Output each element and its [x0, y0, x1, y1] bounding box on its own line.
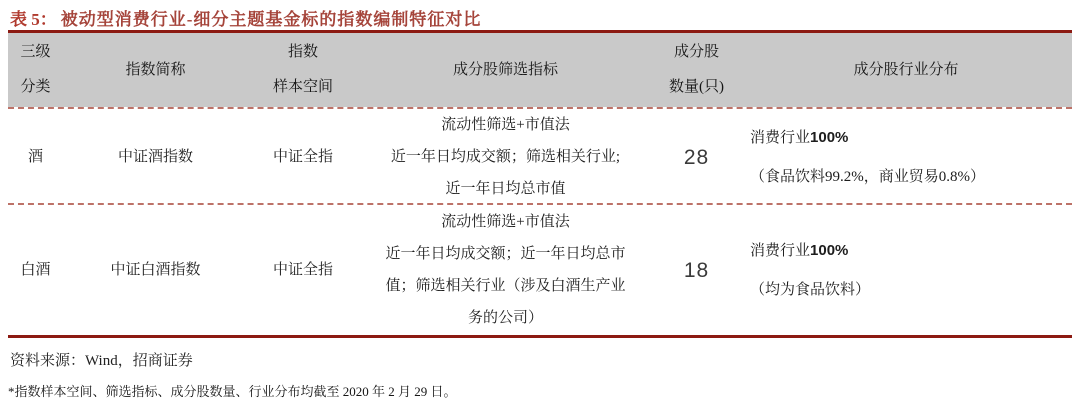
cell-category: 白酒: [20, 261, 51, 278]
index-comparison-table: [8, 30, 1072, 338]
cell-screening-criteria: [358, 205, 653, 335]
header-line: 成分股行业分布: [853, 61, 959, 78]
header-line: 指数: [287, 44, 318, 60]
table-title-text: 被动型消费行业-细分主题基金标的指数编制特征对比: [60, 10, 482, 29]
industry-detail-line: （均为食品饮料）: [750, 281, 871, 298]
header-index-name: [63, 33, 248, 107]
cell-index-name: 中证白酒指数: [110, 261, 201, 278]
cell-index-name: 中证酒指数: [117, 148, 193, 165]
industry-main-line: [750, 118, 848, 158]
header-line: 成分股筛选指标: [452, 61, 558, 78]
header-line: 样本空间: [272, 79, 333, 95]
header-screening-criteria: [358, 33, 653, 107]
table-row-baijiu: [8, 203, 1072, 335]
cell-industry-distribution: [740, 109, 1072, 205]
table-row-liquor: [8, 107, 1072, 203]
header-industry-distribution: [740, 33, 1072, 107]
industry-percent: 100%: [810, 128, 849, 146]
industry-name: 消费行业: [750, 242, 811, 259]
cell-constituent-count: 18: [683, 258, 710, 282]
cell-constituent-count: 28: [683, 145, 710, 169]
criteria-line: 务的公司）: [467, 310, 543, 326]
criteria-line: 近一年日均总市值: [445, 181, 566, 197]
criteria-line: 值；筛选相关行业（涉及白酒生产业: [385, 278, 626, 294]
cell-sample-space: 中证全指: [272, 148, 333, 165]
header-line: 指数简称: [125, 61, 186, 78]
header-constituent-count: [653, 33, 740, 107]
industry-detail-line: （食品饮料99.2%，商业贸易0.8%）: [750, 168, 985, 185]
table-header-row: [8, 33, 1072, 107]
cell-sample-space: 中证全指: [272, 261, 333, 278]
header-line: 数量(只): [669, 79, 724, 95]
criteria-line: 流动性筛选+市值法: [441, 117, 570, 133]
cell-category: 酒: [27, 148, 43, 165]
header-level3-category: [8, 33, 63, 107]
header-line: 分类: [20, 79, 51, 95]
criteria-line: 流动性筛选+市值法: [441, 214, 570, 230]
header-line: 成分股: [673, 44, 719, 60]
header-line: 三级: [20, 44, 51, 60]
industry-main-line: [750, 231, 848, 271]
criteria-line: 近一年日均成交额；近一年日均总市: [385, 246, 626, 262]
table-number-label: 表 5：: [10, 10, 57, 29]
industry-name: 消费行业: [750, 129, 811, 146]
cell-industry-distribution: [740, 205, 1072, 335]
data-source-line: 资料来源：Wind，招商证券: [10, 353, 193, 369]
header-sample-space: [248, 33, 358, 107]
table-title: [10, 5, 481, 30]
industry-percent: 100%: [810, 241, 849, 259]
criteria-line: 近一年日均成交额；筛选相关行业;: [390, 149, 621, 165]
cell-screening-criteria: [358, 109, 653, 205]
footnote-line: *指数样本空间、筛选指标、成分股数量、行业分布均截至 2020 年 2 月 29 日。: [8, 384, 457, 399]
